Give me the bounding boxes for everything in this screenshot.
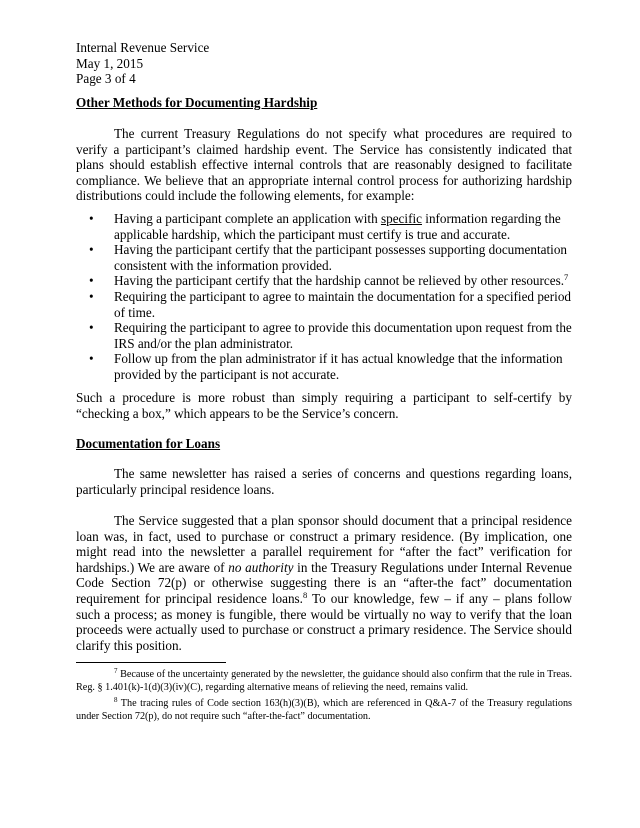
footnote-7: $^7$ Because of the uncertainty generated by the newsletter, the guidance should also confirm that the rule in Treas. Reg. § 1.401(k)-1(d)(3)(iv)(C), regarding alternative means of relieving the need, remains valid. — [76, 667, 572, 693]
emphasis-specific: specific — [380, 211, 422, 226]
loans-paragraph-1: The same newsletter has raised a series of concerns and questions regarding loans, particularly principal residence loans. — [76, 466, 572, 497]
bullet-icon: • — [89, 211, 94, 226]
bullet-icon: • — [89, 351, 94, 367]
list-item: • Having a participant complete an application with specific information regarding the applicable hardship, which the participant must certify is true and accurate. — [89, 211, 561, 242]
recipient-name: Internal Revenue Service — [76, 40, 210, 55]
letter-header — [76, 40, 209, 87]
bullet-icon: • — [89, 273, 94, 289]
footnote-number: 7 — [114, 667, 118, 675]
list-item: • Requiring the participant to agree to maintain the documentation for a specified period of time. — [89, 288, 572, 320]
loans-paragraph-2: The Service suggested that a plan sponsor should document that a principal residence loan was, in fact, used to purchase or construct a primary residence. (By implication, one might read into the newsletter a parallel requirement for “after the fact” verification for hardships.) We are aware of no authority in the Treasury Regulations under Internal Revenue Code Section 72(p) or otherwise suggesting there is an “after-the fact” documentation requirement for principal residence loans.$^8$ To our knowledge, few – if any – plans follow such a process; as money is fungible, there would be virtually no way to verify that the loan proceeds were actually used to purchase or construct a primary residence. The Service should clarify this position. — [76, 513, 572, 653]
bullet-icon: • — [89, 320, 94, 336]
list-item: • Having the participant certify that the hardship cannot be relieved by other resources.$^7$ — [89, 272, 569, 289]
footnote-8: $^8$ The tracing rules of Code section 163(h)(3)(B), which are referenced in Q&A-7 of the Treasury regulations under Section 72(p), do not require such “after-the-fact” documentation. — [76, 696, 572, 722]
section-heading-hardship: Other Methods for Documenting Hardship — [76, 95, 318, 110]
hardship-closing-paragraph: Such a procedure is more robust than simply requiring a participant to self-certify by “checking a box,” which appears to be the Service’s concern. — [76, 390, 572, 421]
footnote-ref-8: 8 — [302, 589, 308, 600]
list-item: • Having the participant certify that the participant possesses supporting documentation consistent with the information provided. — [89, 242, 568, 273]
hardship-elements-list — [76, 211, 572, 383]
bullet-icon: • — [89, 242, 94, 258]
list-item: • Requiring the participant to agree to provide this documentation upon request from the IRS and/or the plan administrator. — [89, 320, 572, 351]
section-heading-loans: Documentation for Loans — [76, 436, 221, 451]
hardship-intro-paragraph: The current Treasury Regulations do not specify what procedures are required to verify a participant’s claimed hardship event. The Service has consistently indicated that plans should establish effective internal controls that are reasonably designed to facilitate compliance. We believe that an appropriate internal control process for authorizing hardship distributions could include the following elements, for example: — [76, 126, 572, 204]
footnote-divider — [76, 662, 226, 663]
footnote-number: 8 — [114, 696, 118, 704]
emphasis-no-authority: no authority — [228, 559, 294, 575]
letter-date: May 1, 2015 — [76, 55, 144, 71]
footnote-ref-7: 7 — [564, 272, 569, 283]
bullet-icon: • — [89, 288, 94, 304]
list-item: • Follow up from the plan administrator if it has actual knowledge that the information provided by the participant is not accurate. — [89, 351, 563, 382]
page-number: Page 3 of 4 — [76, 71, 136, 87]
